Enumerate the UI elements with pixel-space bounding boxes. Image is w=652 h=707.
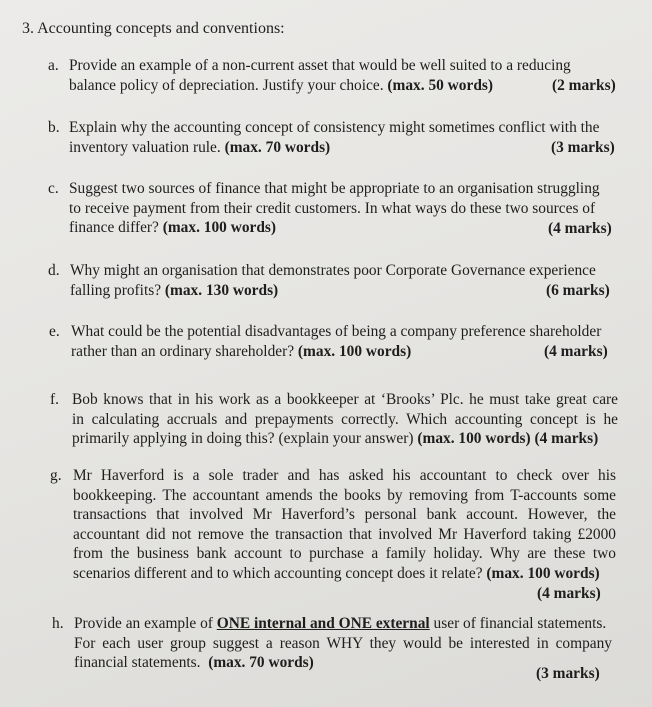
item-text-line: bookkeeping. The accountant amends the books by removing from T-accounts some (73, 486, 616, 504)
item-letter: h. (52, 615, 64, 632)
item-text-line: Provide an example of ONE internal and ONE external user of financial statements. (74, 615, 607, 632)
word-limit: (max. 100 words) (486, 564, 600, 582)
word-limit: (max. 70 words) (208, 654, 314, 671)
word-limit: (max. 100 words) (162, 219, 277, 236)
word-limit: (max. 50 words) (387, 76, 493, 94)
underlined-emphasis: ONE internal and ONE external (216, 615, 430, 632)
item-text-line: finance differ? (max. 100 words) (69, 219, 277, 236)
marks-label: (4 marks) (534, 430, 599, 447)
word-limit: (max. 130 words) (164, 281, 279, 299)
item-text-line: Provide an example of a non-current asset that would be well suited to a reducing (69, 57, 571, 74)
item-text-line: Bob knows that in his work as a bookkeeper at ‘Brooks’ Plc. he must take great care (72, 391, 618, 408)
item-text-line: primarily applying in doing this? (explain your answer) (max. 100 words) (4 marks) (72, 430, 599, 447)
marks-label: (3 marks) (551, 139, 615, 156)
item-letter: e. (49, 323, 60, 340)
item-text-line: What could be the potential disadvantages of being a company preference shareholder (71, 323, 602, 340)
word-limit: (max. 100 words) (297, 342, 412, 360)
question-heading: 3. Accounting concepts and conventions: (22, 20, 285, 37)
item-text-line: in calculating accruals and prepayments correctly. Which accounting concept is he (72, 410, 618, 428)
item-letter: g. (50, 467, 62, 484)
item-letter: c. (48, 180, 59, 197)
marks-label: (6 marks) (546, 282, 610, 299)
item-letter: b. (48, 119, 60, 136)
marks-label: (2 marks) (552, 77, 616, 94)
item-d (48, 261, 633, 300)
word-limit: (max. 100 words) (417, 430, 531, 447)
item-text-line: Mr Haverford is a sole trader and has asked his accountant to check over his (73, 467, 616, 484)
item-text-line: Suggest two sources of finance that might be appropriate to an organisation struggling (69, 180, 600, 197)
item-text-line: inventory valuation rule. (max. 70 words) (69, 138, 331, 156)
item-text-line: from the business bank account to purchase a family holiday. Why are these two (73, 545, 616, 562)
item-letter: d. (48, 262, 60, 279)
marks-label: (3 marks) (536, 665, 600, 682)
item-text-line: balance policy of depreciation. Justify your choice. (max. 50 words) (69, 76, 493, 94)
item-text-line: Explain why the accounting concept of consistency might sometimes conflict with the (69, 119, 600, 136)
item-letter: a. (48, 57, 59, 74)
marks-label: (4 marks) (537, 585, 601, 602)
item-text-line: transactions that involved Mr Haverford’s personal bank account. However, the (73, 506, 616, 523)
marks-label: (4 marks) (544, 343, 608, 360)
item-f (50, 390, 618, 449)
item-text-line: For each user group suggest a reason WHY they would be interested in company (74, 634, 612, 652)
marks-label: (4 marks) (548, 220, 612, 237)
item-a (48, 56, 633, 95)
item-text-line: falling profits? (max. 130 words) (70, 281, 279, 299)
item-text-line: financial statements. (max. 70 words) (74, 654, 314, 671)
item-text-line: Why might an organisation that demonstrates poor Corporate Governance experience (70, 262, 596, 279)
item-b (48, 118, 633, 157)
item-text-line: to receive payment from their credit customers. In what ways do these two sources of (69, 199, 596, 217)
item-h (52, 614, 612, 682)
word-limit: (max. 70 words) (224, 138, 331, 156)
item-text-line: scenarios different and to which accounting concept does it relate? (max. 100 words) (73, 564, 600, 582)
item-e (49, 322, 634, 361)
item-text-line: accountant did not remove the transaction that involved Mr Haverford taking £2000 (73, 525, 616, 543)
item-g (50, 466, 616, 602)
item-c (48, 179, 633, 238)
item-letter: f. (50, 391, 59, 408)
item-text-line: rather than an ordinary shareholder? (max. 100 words) (71, 342, 412, 360)
